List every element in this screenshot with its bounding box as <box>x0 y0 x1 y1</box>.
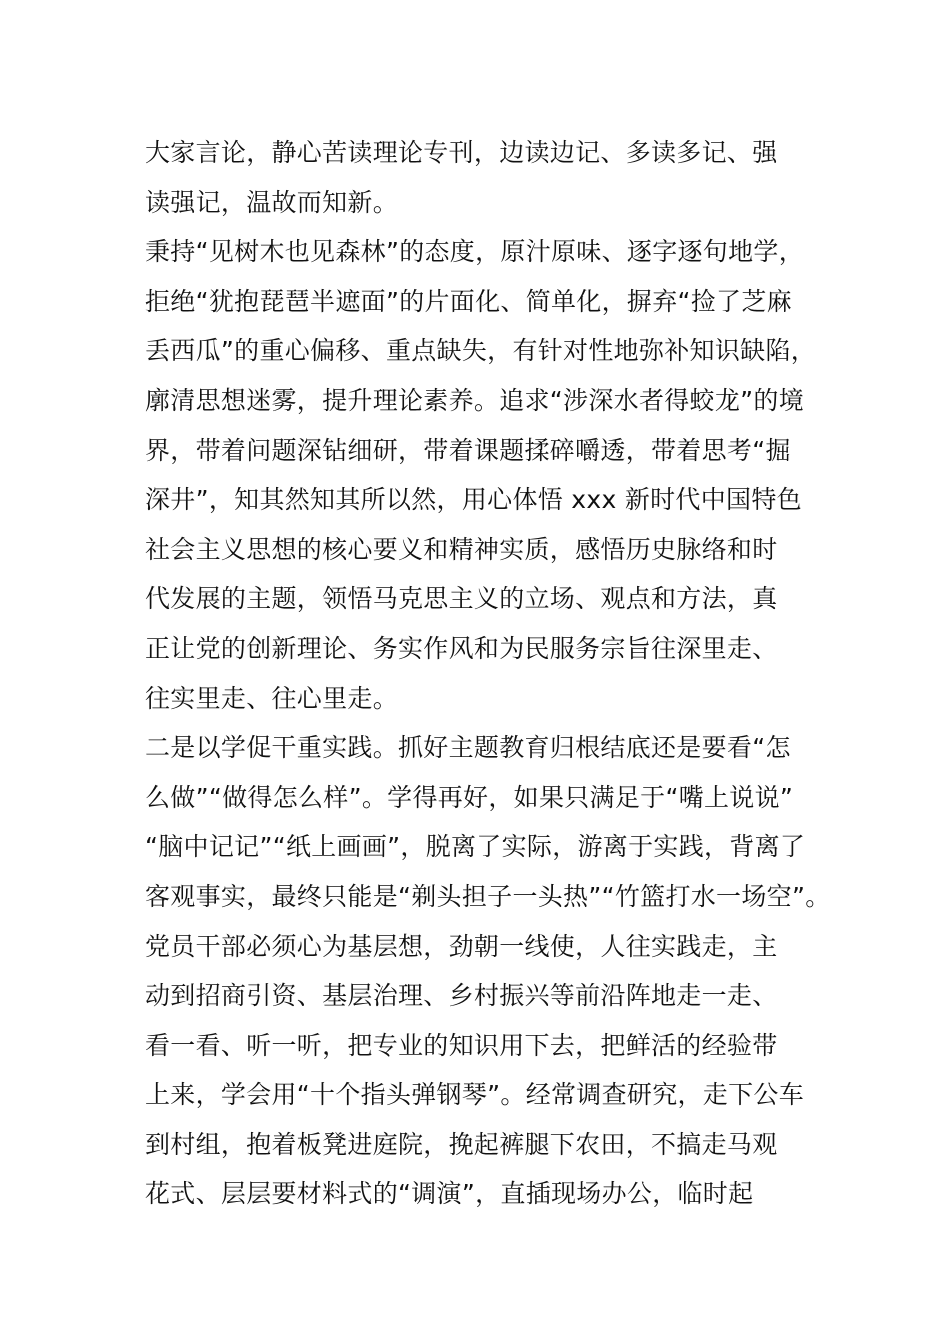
text-line: “脑中记记”“纸上画画”，脱离了实际，游离于实践，背离了 <box>145 832 806 862</box>
text-line: 丢西瓜”的重心偏移、重点缺失，有针对性地弥补知识缺陷， <box>145 336 817 366</box>
text-line: 往实里走、往心里走。 <box>145 683 399 713</box>
text-line: 客观事实，最终只能是“剃头担子一头热”“竹篮打水一场空”。 <box>145 881 831 911</box>
text-line: 到村组，抱着板凳进庭院，挽起裤腿下农田，不搞走马观 <box>145 1129 778 1159</box>
text-line: 代发展的主题，领悟马克思主义的立场、观点和方法，真 <box>145 584 778 614</box>
text-line: 秉持“见树木也见森林”的态度，原汁原味、逐字逐句地学， <box>145 237 805 267</box>
text-line: 读强记，温故而知新。 <box>145 187 399 217</box>
document-body <box>145 128 831 1219</box>
text-line: 看一看、听一听，把专业的知识用下去，把鲜活的经验带 <box>145 1030 778 1060</box>
text-line: 界，带着问题深钻细研，带着课题揉碎嚼透，带着思考“掘 <box>145 435 791 465</box>
text-line: 社会主义思想的核心要义和精神实质，感悟历史脉络和时 <box>145 534 778 564</box>
text-line: 花式、层层要材料式的“调演”，直插现场办公，临时起 <box>145 1179 754 1209</box>
text-line: 二是以学促干重实践。抓好主题教育归根结底还是要看“怎 <box>145 733 791 763</box>
text-line: 拒绝“犹抱琵琶半遮面”的片面化、简单化，摒弃“捡了芝麻 <box>145 286 792 316</box>
text-line: 廓清思想迷雾，提升理论素养。追求“涉深水者得蛟龙”的境 <box>145 385 805 415</box>
text-line: 动到招商引资、基层治理、乡村振兴等前沿阵地走一走、 <box>145 981 778 1011</box>
text-line: 深井”，知其然知其所以然，用心体悟 xxx 新时代中国特色 <box>145 485 802 515</box>
text-line: 正让党的创新理论、务实作风和为民服务宗旨往深里走、 <box>145 633 778 663</box>
text-line: 党员干部必须心为基层想，劲朝一线使，人往实践走，主 <box>145 931 778 961</box>
text-line: 大家言论，静心苦读理论专刊，边读边记、多读多记、强 <box>145 138 778 167</box>
text-line: 上来，学会用“十个指头弹钢琴”。经常调查研究，走下公车 <box>145 1080 805 1110</box>
text-line: 么做”“做得怎么样”。学得再好，如果只满足于“嘴上说说” <box>145 782 794 812</box>
